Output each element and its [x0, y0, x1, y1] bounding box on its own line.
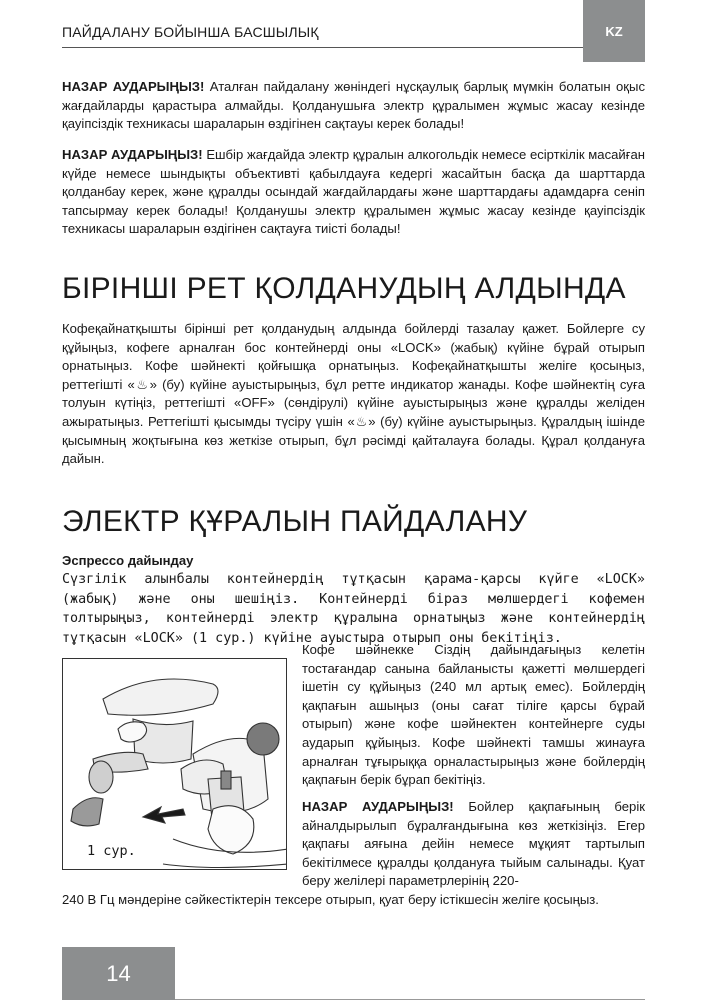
warning-paragraph-1 [62, 78, 645, 134]
figure-1 [62, 658, 287, 870]
figure-caption: 1 сур. [87, 843, 136, 859]
warning-text: Аталған пайдалану жөніндегі нұсқаулық барлық мүмкін болатын оқыс жағдайларды қарастыра алмайды. Қолданушыға электр құралымен жұмыс жасау кезінде қауіпсіздік техникасы шараларын өздігінен сақтауы керек болады! [62, 79, 645, 132]
espresso-column-paragraph: Кофе шәйнекке Сіздің дайындағыңыз келетін тостағандар санына байланысты қажетті мөлшердегі ішетін су құйыңыз (240 мл артық емес). Бойлердің қақпағын ашыңыз (оны сағат тіліге қарсы бұрай отырып) және кофе шәйнектен контейнерге суды аударып құйыңыз. Кофе шәйнекті тамшы жинауға арналған тұғырыққа орналастырыңыз және бойлердің қақпағын берік бұрап бекітіңіз. [302, 642, 645, 788]
warning-text: Ешбір жағдайда электр құралын алкогольдік немесе есірткілік масайған күйде немесе шындықты объективті қабылдауға кедергі жасайтын басқа да шарттарда қолданбау керек, және құралды осындай жағдайлардағы және шарттардағы адамдарға сеніп тапсырмау керек болады! Қолданушы электр құралымен жұмыс жасау кезінде қауіпсіздік техникасы шараларын өздігінен сақтауға тиісті болады! [62, 147, 645, 237]
warning-label: НАЗАР АУДАРЫҢЫЗ! [62, 147, 203, 162]
warning-label: НАЗАР АУДАРЫҢЫЗ! [302, 799, 454, 814]
warning-paragraph-3 [302, 798, 645, 891]
section-heading-first-use: БІРІНШІ РЕТ ҚОЛДАНУДЫҢ АЛДЫНДА [62, 272, 626, 305]
header-title: ПАЙДАЛАНУ БОЙЫНША БАСШЫЛЫҚ [62, 24, 319, 40]
section-heading-using-appliance: ЭЛЕКТР ҚҰРАЛЫН ПАЙДАЛАНУ [62, 505, 528, 538]
warning-label: НАЗАР АУДАРЫҢЫЗ! [62, 79, 205, 94]
warning-paragraph-2 [62, 146, 645, 239]
language-tab: KZ [583, 0, 645, 62]
espresso-intro-paragraph: Сүзгілік алынбалы контейнердің тұтқасын қарама-қарсы күйге «LOCK» (жабық) және оны шешіңіз. Контейнерді біраз мөлшердегі кофемен толтырыңыз, контейнерді электр құралына орнатыңыз және контейнердің тұтқасын «LOCK» (1 сур.) күйіне ауыстыра отырып оны бекітіңіз. [62, 572, 645, 646]
page-number: 14 [62, 947, 175, 1000]
header-divider [62, 47, 583, 48]
first-use-paragraph: Кофеқайнатқышты бірінші рет қолданудың алдында бойлерді тазалау қажет. Бойлерге су құйыңыз, кофеге арналған бос контейнерді оны «LOCK» (жабық) күйіне бұрай отырып орнатыңыз. Кофе шәйнекті қойғышқа орнатыңыз. Кофеқайнатқышты желіге қосыңыз, реттегішті «♨» (бу) күйіне ауыстырыңыз, бұл ретте индикатор жанады. Кофе шәйнектің суға толуын күтіңіз, реттегішті «OFF» (сөндірулі) күйіне ауыстырыңыз және құралды желіден ажыратыңыз. Реттегішті қысымды түсіру үшін «♨» (бу) күйіне ауыстырыңыз. Құралдың ішінде қысымның жоқтығына көз жеткізе отырып, бұл рәсімді қайталауға болады. Құрал қолдануға дайын. [62, 321, 645, 467]
warning-paragraph-3-tail: 240 В Гц мәндеріне сәйкестіктерін тексере отырып, қуат беру істікшесін желіге қосыңыз. [62, 892, 599, 907]
warning-text: Бойлер қақпағының берік айналдырылып бұралғандығына көз жеткізіңіз. Егер қақпағы аяғына дейін немесе мұқият тартылып бекітілмесе құралды қолдануға тыйым салынады. Қуат беру желілері параметрлерінің 220- [302, 799, 645, 889]
coffee-maker-illustration [63, 659, 287, 870]
espresso-subheading: Эспрессо дайындау [62, 553, 194, 568]
